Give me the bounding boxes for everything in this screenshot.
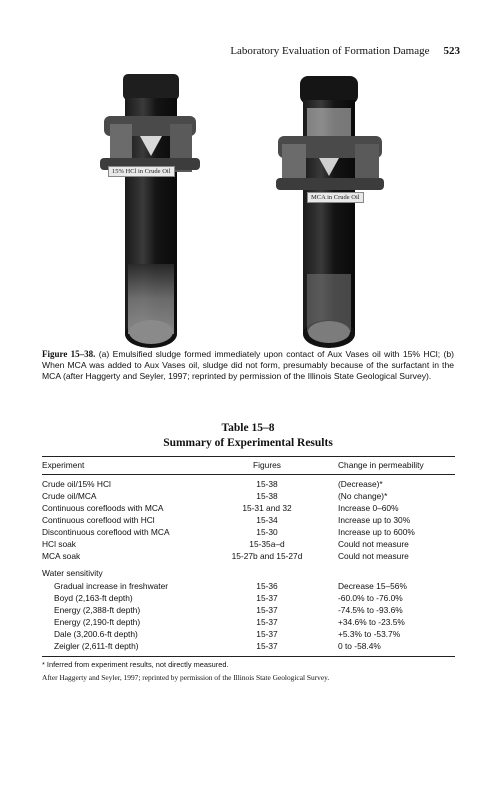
cell-experiment: Energy (2,190-ft depth) bbox=[54, 617, 141, 627]
test-tubes-photo bbox=[100, 74, 400, 352]
table-header-rule bbox=[42, 474, 455, 475]
cell-change: -74.5% to -93.6% bbox=[338, 605, 403, 615]
table-bottom-rule bbox=[42, 656, 455, 657]
cell-change: Could not measure bbox=[338, 539, 409, 549]
cell-change: +5.3% to -53.7% bbox=[338, 629, 401, 639]
cell-experiment: Crude oil/MCA bbox=[42, 491, 97, 501]
water-sensitivity-heading bbox=[42, 568, 455, 580]
page-number: 523 bbox=[443, 45, 460, 57]
cell-experiment: HCl soak bbox=[42, 539, 76, 549]
cell-experiment: Discontinuous coreflood with MCA bbox=[42, 527, 170, 537]
table-row bbox=[42, 605, 455, 617]
cell-change: Increase up to 600% bbox=[338, 527, 415, 537]
cell-experiment: Energy (2,388-ft depth) bbox=[54, 605, 141, 615]
figure-label: Figure 15–38. bbox=[42, 349, 96, 359]
table-row bbox=[42, 539, 455, 551]
cell-experiment: MCA soak bbox=[42, 551, 81, 561]
cell-experiment: Gradual increase in freshwater bbox=[54, 581, 169, 591]
cell-change: Could not measure bbox=[338, 551, 409, 561]
figure-caption bbox=[42, 349, 454, 382]
cell-figures: 15-38 bbox=[256, 479, 278, 489]
table-row bbox=[42, 629, 455, 641]
cell-figures: 15-37 bbox=[256, 617, 278, 627]
cell-experiment: Crude oil/15% HCl bbox=[42, 479, 111, 489]
cell-change: Increase 0–60% bbox=[338, 503, 399, 513]
running-head-title: Laboratory Evaluation of Formation Damage bbox=[230, 45, 430, 57]
figure-photo bbox=[100, 74, 400, 352]
table-row bbox=[42, 515, 455, 527]
cell-figures: 15-37 bbox=[256, 605, 278, 615]
table-row bbox=[42, 503, 455, 515]
cell-experiment: Zeigler (2,611-ft depth) bbox=[54, 641, 139, 651]
table-number: Table 15–8 bbox=[221, 422, 275, 434]
cell-figures: 15-35a–d bbox=[249, 539, 285, 549]
table-row bbox=[42, 551, 455, 563]
cell-change: (Decrease)* bbox=[338, 479, 383, 489]
section-label: Water sensitivity bbox=[42, 568, 103, 578]
cell-experiment: Dale (3,200.6-ft depth) bbox=[54, 629, 138, 639]
running-head bbox=[40, 45, 460, 57]
cell-figures: 15-30 bbox=[256, 527, 278, 537]
cell-figures: 15-27b and 15-27d bbox=[231, 551, 303, 561]
cell-change: +34.6% to -23.5% bbox=[338, 617, 405, 627]
cell-change: (No change)* bbox=[338, 491, 388, 501]
table-row bbox=[42, 581, 455, 593]
cell-figures: 15-37 bbox=[256, 593, 278, 603]
cell-figures: 15-38 bbox=[256, 491, 278, 501]
table-footnote: * Inferred from experiment results, not directly measured. bbox=[42, 660, 229, 669]
cell-figures: 15-37 bbox=[256, 629, 278, 639]
table-row bbox=[42, 527, 455, 539]
table-row bbox=[42, 491, 455, 503]
right-tube-label: MCA in Crude Oil bbox=[307, 192, 364, 203]
table-title: Summary of Experimental Results bbox=[163, 437, 333, 449]
cell-change: Increase up to 30% bbox=[338, 515, 411, 525]
header-change: Change in permeability bbox=[338, 460, 424, 470]
cell-figures: 15-31 and 32 bbox=[242, 503, 292, 513]
cell-experiment: Continuous coreflood with HCl bbox=[42, 515, 155, 525]
left-tube-label: 15% HCl in Crude Oil bbox=[108, 166, 175, 177]
table-row bbox=[42, 617, 455, 629]
cell-figures: 15-34 bbox=[256, 515, 278, 525]
cell-figures: 15-36 bbox=[256, 581, 278, 591]
table-row bbox=[42, 641, 455, 653]
right-tube bbox=[276, 76, 384, 348]
cell-experiment: Continuous corefloods with MCA bbox=[42, 503, 164, 513]
cell-figures: 15-37 bbox=[256, 641, 278, 651]
header-figures: Figures bbox=[253, 460, 281, 470]
table-top-rule bbox=[42, 456, 455, 457]
table-source: After Haggerty and Seyler, 1997; reprinted by permission of the Illinois State Geological Survey. bbox=[42, 673, 330, 682]
figure-caption-text: (a) Emulsified sludge formed immediately upon contact of Aux Vases oil with 15% HCl; (b) When MCA was added to Aux Vases oil, sludge did not form, presumably because of the surfactant in the MCA (after Haggerty and Seyler, 1997; reprinted by permission of the Illinois State Geological Survey). bbox=[42, 349, 454, 381]
table-row bbox=[42, 479, 455, 491]
left-tube bbox=[100, 74, 200, 348]
cell-change: 0 to -58.4% bbox=[338, 641, 381, 651]
cell-experiment: Boyd (2,163-ft depth) bbox=[54, 593, 133, 603]
cell-change: -60.0% to -76.0% bbox=[338, 593, 403, 603]
cell-change: Decrease 15–56% bbox=[338, 581, 407, 591]
table-header-row bbox=[42, 460, 455, 472]
header-experiment: Experiment bbox=[42, 460, 85, 470]
table-row bbox=[42, 593, 455, 605]
